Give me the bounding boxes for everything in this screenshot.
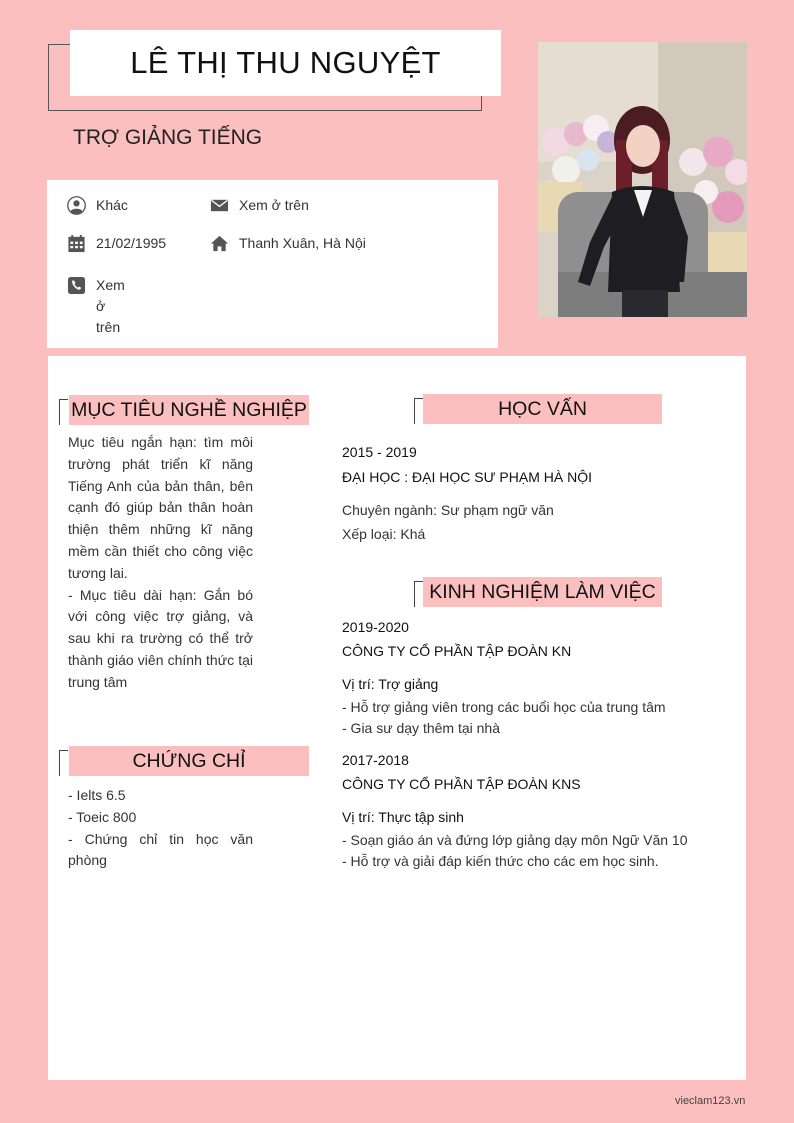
email-value: Xem ở trên	[239, 197, 309, 213]
contact-address	[210, 233, 366, 254]
education-school: ĐẠI HỌC : ĐẠI HỌC SƯ PHẠM HÀ NỘI	[342, 469, 592, 485]
user-icon	[67, 196, 86, 215]
job-company: CÔNG TY CỔ PHẦN TẬP ĐOÀN KN	[342, 643, 572, 659]
footer-site: vieclam123.vn	[675, 1095, 746, 1107]
candidate-name: LÊ THỊ THU NGUYỆT	[130, 45, 441, 80]
heading-bracket	[414, 398, 423, 424]
certificates-text: - Ielts 6.5 - Toeic 800 - Chứng chỉ tin học văn phòng	[68, 787, 253, 869]
contact-gender	[67, 195, 128, 216]
gender-value: Khác	[96, 197, 128, 213]
heading-bracket	[59, 750, 68, 776]
education-years: 2015 - 2019	[342, 444, 417, 460]
heading-bracket	[414, 581, 423, 607]
phone-value: Xem ở trên	[96, 277, 125, 335]
education-grade: Xếp loại: Khá	[342, 526, 426, 542]
job-title: TRỢ GIẢNG TIẾNG	[73, 126, 263, 149]
profile-photo	[538, 42, 747, 317]
birthday-value: 21/02/1995	[96, 235, 167, 251]
job-position: Vị trí: Trợ giảng	[342, 676, 439, 692]
phone-icon	[67, 276, 86, 295]
heading-bracket	[59, 399, 68, 425]
contact-birthday	[67, 233, 166, 254]
education-heading-label: HỌC VẤN	[423, 394, 662, 424]
objective-heading-label: MỤC TIÊU NGHỀ NGHIỆP	[69, 395, 309, 425]
main-content	[48, 356, 746, 1080]
education-major: Chuyên ngành: Sư phạm ngữ văn	[342, 502, 554, 518]
job-duty: - Soạn giáo án và đứng lớp giảng dạy môn Ngữ Văn 10	[342, 832, 688, 848]
experience-heading	[414, 577, 662, 607]
envelope-icon	[210, 196, 229, 215]
experience-heading-label: KINH NGHIỆM LÀM VIỆC	[423, 577, 662, 607]
contact-email	[210, 195, 309, 216]
objective-text: Mục tiêu ngắn hạn: tìm môi trường phát triển kĩ năng Tiếng Anh của bản thân, bên cạnh đó giúp bản thân hoàn thiện thêm những kĩ năng mềm cần thiết cho công việc tương lai. - Mục tiêu dài hạn: Gắn bó với công việc trợ giảng, và sau khi ra trường có thể trở thành giáo viên chính thức tại trung tâm	[68, 434, 253, 690]
job-position: Vị trí: Thực tập sinh	[342, 809, 464, 825]
job-company: CÔNG TY CỔ PHẦN TẬP ĐOÀN KNS	[342, 776, 581, 792]
job-duty: - Gia sư dạy thêm tại nhà	[342, 720, 500, 736]
job-duty: - Hỗ trợ và giải đáp kiến thức cho các em học sinh.	[342, 853, 659, 869]
job-years: 2017-2018	[342, 752, 409, 768]
objective-heading	[59, 395, 309, 425]
home-icon	[210, 234, 229, 253]
contact-phone	[67, 275, 125, 338]
education-heading	[414, 394, 662, 424]
profile-photo-illustration	[538, 42, 747, 317]
job-duty: - Hỗ trợ giảng viên trong các buổi học của trung tâm	[342, 699, 666, 715]
contact-box	[47, 180, 498, 348]
job-years: 2019-2020	[342, 619, 409, 635]
calendar-icon	[67, 234, 86, 253]
certificates-heading-label: CHỨNG CHỈ	[69, 746, 309, 776]
name-box	[70, 30, 501, 96]
certificates-heading	[59, 746, 309, 776]
address-value: Thanh Xuân, Hà Nội	[239, 235, 366, 251]
